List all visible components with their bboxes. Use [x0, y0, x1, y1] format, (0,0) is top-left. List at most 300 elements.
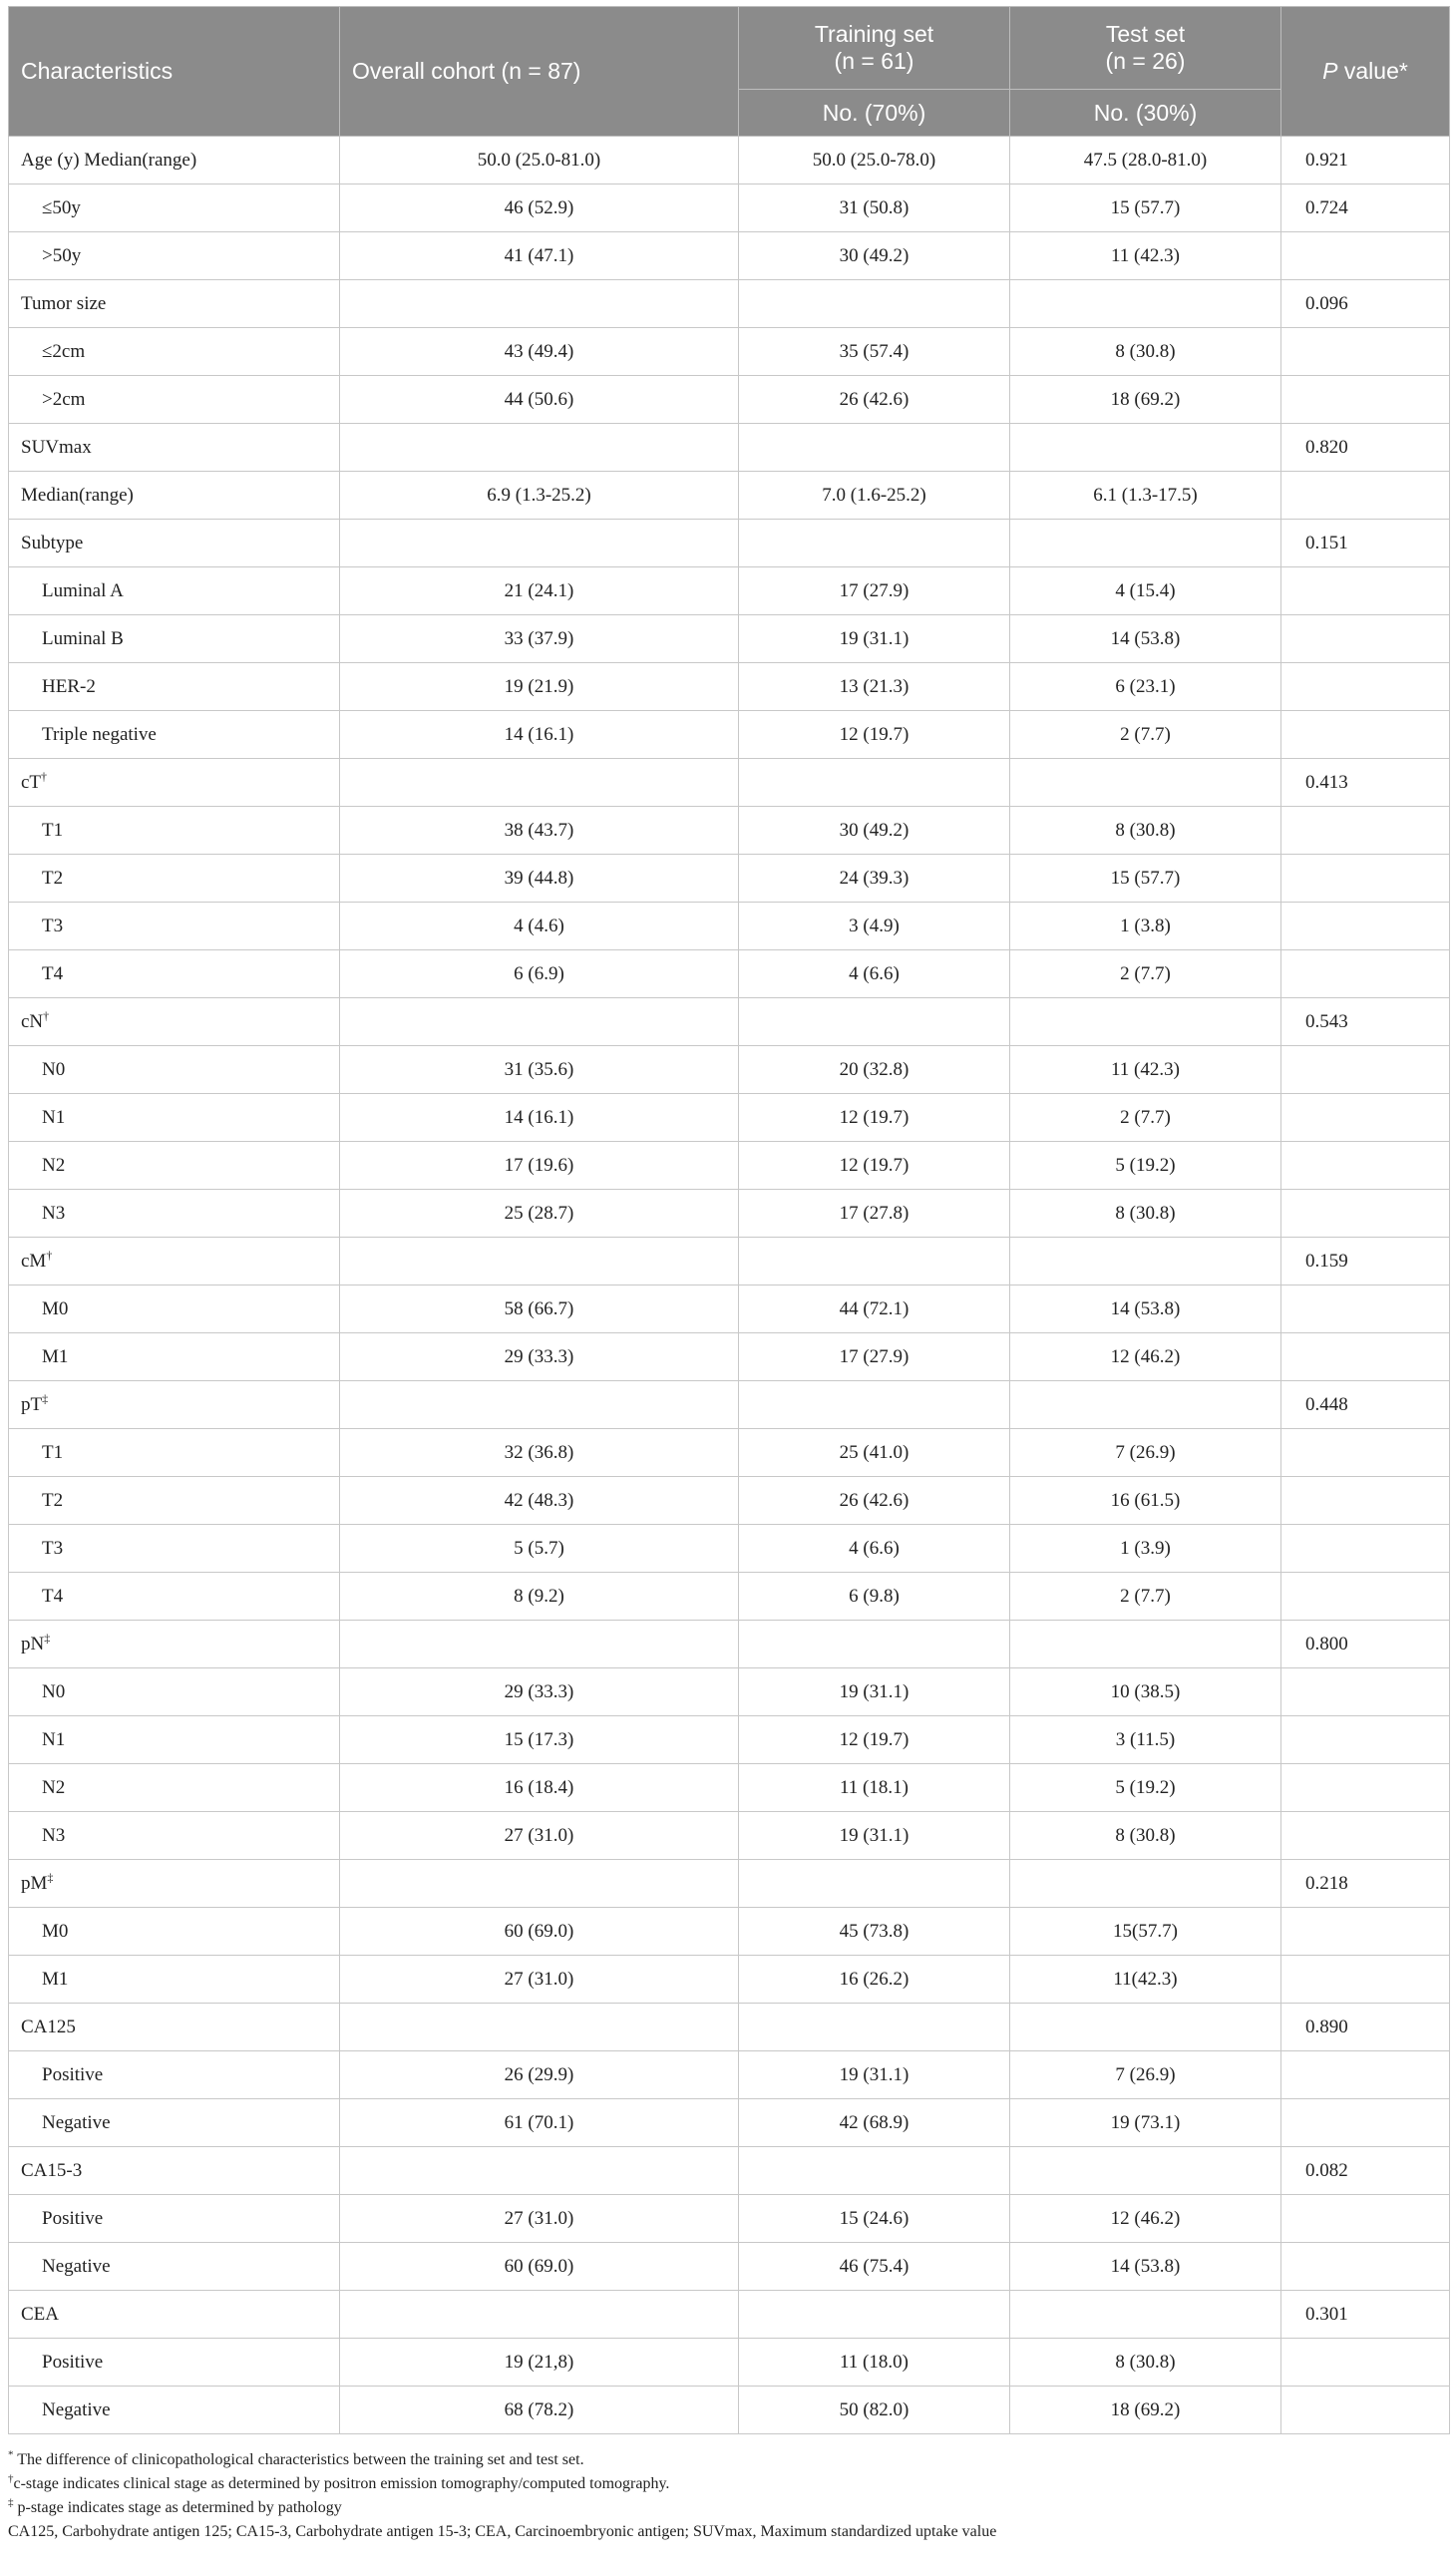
row-label-text: Median(range)	[21, 484, 134, 506]
row-label	[9, 1860, 340, 1908]
cell-p-value	[1281, 2243, 1450, 2291]
table-row	[9, 615, 1450, 663]
row-label	[9, 1908, 340, 1956]
cell-test: 14 (53.8)	[1010, 1286, 1281, 1333]
cell-p-value: 0.890	[1281, 2004, 1450, 2051]
cell-test: 5 (19.2)	[1010, 1142, 1281, 1190]
row-label-text: >50y	[42, 244, 82, 266]
row-label	[9, 663, 340, 711]
row-label-text: Negative	[42, 2398, 111, 2420]
cell-training	[739, 280, 1010, 328]
cell-training: 26 (42.6)	[739, 376, 1010, 424]
cell-p-value	[1281, 328, 1450, 376]
cell-overall: 4 (4.6)	[340, 903, 739, 950]
cell-training: 30 (49.2)	[739, 807, 1010, 855]
header-p-value	[1281, 7, 1450, 137]
cell-p-value	[1281, 567, 1450, 615]
table-row	[9, 1333, 1450, 1381]
cell-overall: 17 (19.6)	[340, 1142, 739, 1190]
cell-overall: 5 (5.7)	[340, 1525, 739, 1573]
table-row	[9, 1573, 1450, 1621]
table-row	[9, 137, 1450, 184]
row-label-text: Tumor size	[21, 292, 107, 314]
cell-training: 11 (18.1)	[739, 1764, 1010, 1812]
footnote-symbol: ‡	[8, 2496, 14, 2509]
cell-training	[739, 424, 1010, 472]
cell-test: 8 (30.8)	[1010, 328, 1281, 376]
footnote	[8, 2520, 1449, 2544]
footnote	[8, 2448, 1449, 2472]
row-label-text: N0	[42, 1680, 66, 1702]
row-label-text: T4	[42, 962, 64, 984]
cell-overall: 46 (52.9)	[340, 184, 739, 232]
cell-p-value	[1281, 1046, 1450, 1094]
row-label	[9, 903, 340, 950]
cell-training	[739, 998, 1010, 1046]
row-label	[9, 998, 340, 1046]
cell-p-value	[1281, 1286, 1450, 1333]
table-row	[9, 1286, 1450, 1333]
cell-training	[739, 1381, 1010, 1429]
cell-overall: 68 (78.2)	[340, 2387, 739, 2434]
row-label-text: Luminal B	[42, 627, 124, 649]
row-label-text: M1	[42, 1968, 69, 1990]
cell-p-value	[1281, 1956, 1450, 2004]
table-row	[9, 711, 1450, 759]
cell-training: 12 (19.7)	[739, 1716, 1010, 1764]
cell-test	[1010, 280, 1281, 328]
cell-training: 12 (19.7)	[739, 1094, 1010, 1142]
cell-test	[1010, 1238, 1281, 1286]
row-label	[9, 1525, 340, 1573]
cell-overall: 58 (66.7)	[340, 1286, 739, 1333]
header-training-line1: Training set	[814, 21, 934, 47]
row-label	[9, 567, 340, 615]
cell-overall: 31 (35.6)	[340, 1046, 739, 1094]
cell-overall	[340, 424, 739, 472]
cell-training: 17 (27.8)	[739, 1190, 1010, 1238]
cell-test: 18 (69.2)	[1010, 376, 1281, 424]
cell-test: 6 (23.1)	[1010, 663, 1281, 711]
cell-overall: 29 (33.3)	[340, 1668, 739, 1716]
cell-overall: 42 (48.3)	[340, 1477, 739, 1525]
cell-overall: 21 (24.1)	[340, 567, 739, 615]
cell-test: 10 (38.5)	[1010, 1668, 1281, 1716]
cell-training: 44 (72.1)	[739, 1286, 1010, 1333]
cell-overall: 14 (16.1)	[340, 1094, 739, 1142]
cell-test	[1010, 2004, 1281, 2051]
row-label	[9, 1956, 340, 2004]
cell-overall	[340, 1238, 739, 1286]
cell-overall: 32 (36.8)	[340, 1429, 739, 1477]
characteristics-table	[8, 6, 1450, 2434]
cell-overall	[340, 2004, 739, 2051]
cell-test: 47.5 (28.0-81.0)	[1010, 137, 1281, 184]
header-p-rest: value*	[1337, 58, 1408, 84]
cell-overall: 19 (21,8)	[340, 2339, 739, 2387]
footnote-text: The difference of clinicopathological characteristics between the training set and test set.	[13, 2451, 584, 2468]
table-row	[9, 1908, 1450, 1956]
row-label-text: Triple negative	[42, 723, 157, 745]
table-row	[9, 567, 1450, 615]
cell-training: 17 (27.9)	[739, 567, 1010, 615]
row-label-text: CA15-3	[21, 2159, 83, 2181]
cell-test: 3 (11.5)	[1010, 1716, 1281, 1764]
row-label-text: N3	[42, 1202, 66, 1224]
table-row	[9, 2243, 1450, 2291]
row-label	[9, 2099, 340, 2147]
cell-overall	[340, 2147, 739, 2195]
row-label-text: Positive	[42, 2063, 104, 2085]
table-row	[9, 2387, 1450, 2434]
cell-test: 1 (3.9)	[1010, 1525, 1281, 1573]
table-row	[9, 1381, 1450, 1429]
row-label-text: CEA	[21, 2303, 59, 2325]
table-row	[9, 1525, 1450, 1573]
table-row	[9, 1477, 1450, 1525]
table-row	[9, 1764, 1450, 1812]
cell-training: 7.0 (1.6-25.2)	[739, 472, 1010, 520]
cell-training: 31 (50.8)	[739, 184, 1010, 232]
cell-test	[1010, 1381, 1281, 1429]
cell-test: 15 (57.7)	[1010, 184, 1281, 232]
cell-overall: 60 (69.0)	[340, 2243, 739, 2291]
table-row	[9, 1190, 1450, 1238]
cell-test: 15 (57.7)	[1010, 855, 1281, 903]
cell-training	[739, 2291, 1010, 2339]
table-row	[9, 2291, 1450, 2339]
table-row	[9, 663, 1450, 711]
cell-p-value: 0.096	[1281, 280, 1450, 328]
row-label-text: Negative	[42, 2111, 111, 2133]
footnote-mark: †	[41, 769, 48, 784]
row-label-text: M0	[42, 1297, 69, 1319]
table-row	[9, 998, 1450, 1046]
table-row	[9, 1956, 1450, 2004]
table-figure	[8, 6, 1449, 2544]
cell-test: 7 (26.9)	[1010, 2051, 1281, 2099]
cell-test: 15(57.7)	[1010, 1908, 1281, 1956]
cell-training: 20 (32.8)	[739, 1046, 1010, 1094]
row-label	[9, 1812, 340, 1860]
cell-overall: 44 (50.6)	[340, 376, 739, 424]
cell-test: 14 (53.8)	[1010, 615, 1281, 663]
cell-p-value	[1281, 232, 1450, 280]
cell-training: 12 (19.7)	[739, 711, 1010, 759]
cell-p-value	[1281, 950, 1450, 998]
cell-test	[1010, 1860, 1281, 1908]
cell-overall: 25 (28.7)	[340, 1190, 739, 1238]
row-label	[9, 1381, 340, 1429]
row-label	[9, 472, 340, 520]
row-label	[9, 1094, 340, 1142]
row-label	[9, 855, 340, 903]
cell-test: 14 (53.8)	[1010, 2243, 1281, 2291]
row-label-text: T1	[42, 819, 64, 841]
cell-test: 2 (7.7)	[1010, 950, 1281, 998]
row-label-text: Subtype	[21, 532, 84, 553]
row-label-text: N3	[42, 1824, 66, 1846]
footnote-mark: ‡	[44, 1631, 51, 1646]
cell-overall: 33 (37.9)	[340, 615, 739, 663]
cell-p-value	[1281, 376, 1450, 424]
cell-test: 8 (30.8)	[1010, 1190, 1281, 1238]
header-training-subheader: No. (70%)	[739, 90, 1010, 137]
row-label-text: N0	[42, 1058, 66, 1080]
cell-p-value	[1281, 1716, 1450, 1764]
cell-p-value	[1281, 472, 1450, 520]
cell-p-value: 0.543	[1281, 998, 1450, 1046]
cell-training: 30 (49.2)	[739, 232, 1010, 280]
row-label-text: ≤2cm	[42, 340, 86, 362]
footnote-symbol: †	[8, 2472, 14, 2485]
row-label	[9, 184, 340, 232]
cell-p-value: 0.413	[1281, 759, 1450, 807]
cell-p-value: 0.082	[1281, 2147, 1450, 2195]
cell-p-value	[1281, 1142, 1450, 1190]
row-label	[9, 1764, 340, 1812]
row-label	[9, 137, 340, 184]
table-row	[9, 184, 1450, 232]
row-label	[9, 1333, 340, 1381]
footnote	[8, 2472, 1449, 2496]
cell-test	[1010, 520, 1281, 567]
cell-training: 19 (31.1)	[739, 1668, 1010, 1716]
cell-training: 19 (31.1)	[739, 615, 1010, 663]
table-row	[9, 1142, 1450, 1190]
cell-p-value: 0.820	[1281, 424, 1450, 472]
cell-test: 11(42.3)	[1010, 1956, 1281, 2004]
cell-training: 11 (18.0)	[739, 2339, 1010, 2387]
cell-test	[1010, 2147, 1281, 2195]
cell-p-value: 0.448	[1281, 1381, 1450, 1429]
row-label	[9, 1190, 340, 1238]
row-label	[9, 1477, 340, 1525]
row-label	[9, 1429, 340, 1477]
row-label-text: T1	[42, 1441, 64, 1463]
table-row	[9, 424, 1450, 472]
row-label	[9, 807, 340, 855]
table-row	[9, 1094, 1450, 1142]
table-row	[9, 1668, 1450, 1716]
footnote-text: CA125, Carbohydrate antigen 125; CA15-3, Carbohydrate antigen 15-3; CEA, Carcinoembryonic antigen; SUVmax, Maximum standardized uptake value	[8, 2523, 997, 2540]
table-row	[9, 520, 1450, 567]
header-test-set	[1010, 7, 1281, 90]
row-label	[9, 711, 340, 759]
cell-training: 45 (73.8)	[739, 1908, 1010, 1956]
cell-training: 25 (41.0)	[739, 1429, 1010, 1477]
cell-test: 6.1 (1.3-17.5)	[1010, 472, 1281, 520]
cell-test: 8 (30.8)	[1010, 2339, 1281, 2387]
cell-overall: 6.9 (1.3-25.2)	[340, 472, 739, 520]
cell-overall: 43 (49.4)	[340, 328, 739, 376]
cell-training: 12 (19.7)	[739, 1142, 1010, 1190]
row-label	[9, 1668, 340, 1716]
cell-overall	[340, 1381, 739, 1429]
row-label	[9, 1286, 340, 1333]
table-row	[9, 232, 1450, 280]
row-label-text: M0	[42, 1920, 69, 1942]
row-label	[9, 1238, 340, 1286]
table-row	[9, 2051, 1450, 2099]
table-row	[9, 328, 1450, 376]
row-label-text: SUVmax	[21, 436, 92, 458]
row-label-text: T2	[42, 1489, 64, 1511]
cell-p-value: 0.218	[1281, 1860, 1450, 1908]
cell-p-value	[1281, 1764, 1450, 1812]
cell-overall	[340, 280, 739, 328]
row-label	[9, 2339, 340, 2387]
row-label-text: Luminal A	[42, 579, 124, 601]
cell-overall: 38 (43.7)	[340, 807, 739, 855]
cell-training: 35 (57.4)	[739, 328, 1010, 376]
cell-training: 3 (4.9)	[739, 903, 1010, 950]
table-header	[9, 7, 1450, 137]
cell-p-value	[1281, 1429, 1450, 1477]
table-row	[9, 759, 1450, 807]
cell-test: 8 (30.8)	[1010, 807, 1281, 855]
cell-overall: 39 (44.8)	[340, 855, 739, 903]
cell-p-value	[1281, 855, 1450, 903]
row-label-text: N2	[42, 1154, 66, 1176]
cell-test: 11 (42.3)	[1010, 232, 1281, 280]
cell-training: 24 (39.3)	[739, 855, 1010, 903]
row-label	[9, 1142, 340, 1190]
cell-test: 2 (7.7)	[1010, 1094, 1281, 1142]
cell-test	[1010, 2291, 1281, 2339]
cell-p-value	[1281, 2387, 1450, 2434]
cell-training: 50.0 (25.0-78.0)	[739, 137, 1010, 184]
row-label-text: T3	[42, 1537, 64, 1559]
row-label	[9, 1716, 340, 1764]
cell-training: 19 (31.1)	[739, 1812, 1010, 1860]
cell-p-value	[1281, 903, 1450, 950]
header-characteristics: Characteristics	[9, 7, 340, 137]
cell-overall: 50.0 (25.0-81.0)	[340, 137, 739, 184]
cell-overall: 15 (17.3)	[340, 1716, 739, 1764]
cell-test: 2 (7.7)	[1010, 1573, 1281, 1621]
row-label	[9, 2195, 340, 2243]
row-label-text: cT	[21, 771, 42, 793]
cell-training: 17 (27.9)	[739, 1333, 1010, 1381]
cell-test: 5 (19.2)	[1010, 1764, 1281, 1812]
cell-overall: 61 (70.1)	[340, 2099, 739, 2147]
cell-training	[739, 1621, 1010, 1668]
cell-test: 16 (61.5)	[1010, 1477, 1281, 1525]
table-row	[9, 2004, 1450, 2051]
header-test-subheader: No. (30%)	[1010, 90, 1281, 137]
cell-training: 42 (68.9)	[739, 2099, 1010, 2147]
row-label	[9, 2387, 340, 2434]
cell-p-value: 0.921	[1281, 137, 1450, 184]
row-label-text: pT	[21, 1393, 43, 1415]
cell-overall	[340, 1860, 739, 1908]
cell-overall: 60 (69.0)	[340, 1908, 739, 1956]
cell-training: 6 (9.8)	[739, 1573, 1010, 1621]
cell-test: 8 (30.8)	[1010, 1812, 1281, 1860]
footnote-mark: †	[43, 1008, 50, 1023]
cell-test: 7 (26.9)	[1010, 1429, 1281, 1477]
cell-p-value	[1281, 1573, 1450, 1621]
cell-p-value	[1281, 1333, 1450, 1381]
table-row	[9, 855, 1450, 903]
cell-p-value	[1281, 1908, 1450, 1956]
row-label-text: Positive	[42, 2207, 104, 2229]
table-row	[9, 1812, 1450, 1860]
table-row	[9, 1046, 1450, 1094]
row-label-text: T2	[42, 867, 64, 889]
cell-test: 2 (7.7)	[1010, 711, 1281, 759]
cell-training: 26 (42.6)	[739, 1477, 1010, 1525]
cell-test	[1010, 1621, 1281, 1668]
row-label-text: Positive	[42, 2351, 104, 2373]
row-label	[9, 1573, 340, 1621]
header-test-line1: Test set	[1105, 21, 1186, 47]
cell-p-value	[1281, 663, 1450, 711]
header-training-line2: (n = 61)	[834, 48, 914, 74]
row-label-text: M1	[42, 1345, 69, 1367]
cell-p-value	[1281, 1190, 1450, 1238]
cell-test: 1 (3.8)	[1010, 903, 1281, 950]
cell-training: 13 (21.3)	[739, 663, 1010, 711]
footnote-symbol: *	[8, 2448, 14, 2461]
cell-overall	[340, 2291, 739, 2339]
row-label-text: N1	[42, 1106, 66, 1128]
table-row	[9, 1621, 1450, 1668]
cell-test: 4 (15.4)	[1010, 567, 1281, 615]
cell-overall: 14 (16.1)	[340, 711, 739, 759]
footnote-mark: †	[46, 1248, 53, 1263]
cell-test	[1010, 759, 1281, 807]
cell-p-value: 0.800	[1281, 1621, 1450, 1668]
table-row	[9, 2099, 1450, 2147]
cell-training	[739, 520, 1010, 567]
cell-overall: 19 (21.9)	[340, 663, 739, 711]
row-label	[9, 2147, 340, 2195]
header-overall-cohort: Overall cohort (n = 87)	[340, 7, 739, 137]
cell-training: 46 (75.4)	[739, 2243, 1010, 2291]
cell-overall: 27 (31.0)	[340, 1812, 739, 1860]
row-label	[9, 280, 340, 328]
cell-test: 11 (42.3)	[1010, 1046, 1281, 1094]
cell-overall	[340, 998, 739, 1046]
table-body	[9, 137, 1450, 2434]
table-row	[9, 1860, 1450, 1908]
cell-test	[1010, 998, 1281, 1046]
cell-overall: 8 (9.2)	[340, 1573, 739, 1621]
row-label	[9, 1621, 340, 1668]
cell-overall	[340, 520, 739, 567]
cell-test: 18 (69.2)	[1010, 2387, 1281, 2434]
row-label	[9, 759, 340, 807]
cell-training	[739, 1238, 1010, 1286]
cell-training	[739, 759, 1010, 807]
table-row	[9, 1238, 1450, 1286]
cell-overall: 29 (33.3)	[340, 1333, 739, 1381]
row-label	[9, 2291, 340, 2339]
row-label-text: N2	[42, 1776, 66, 1798]
row-label-text: Negative	[42, 2255, 111, 2277]
row-label-text: pM	[21, 1872, 48, 1894]
table-row	[9, 950, 1450, 998]
table-row	[9, 2195, 1450, 2243]
cell-training: 15 (24.6)	[739, 2195, 1010, 2243]
table-row	[9, 376, 1450, 424]
table-row	[9, 2147, 1450, 2195]
cell-overall: 27 (31.0)	[340, 1956, 739, 2004]
cell-p-value: 0.724	[1281, 184, 1450, 232]
row-label	[9, 376, 340, 424]
